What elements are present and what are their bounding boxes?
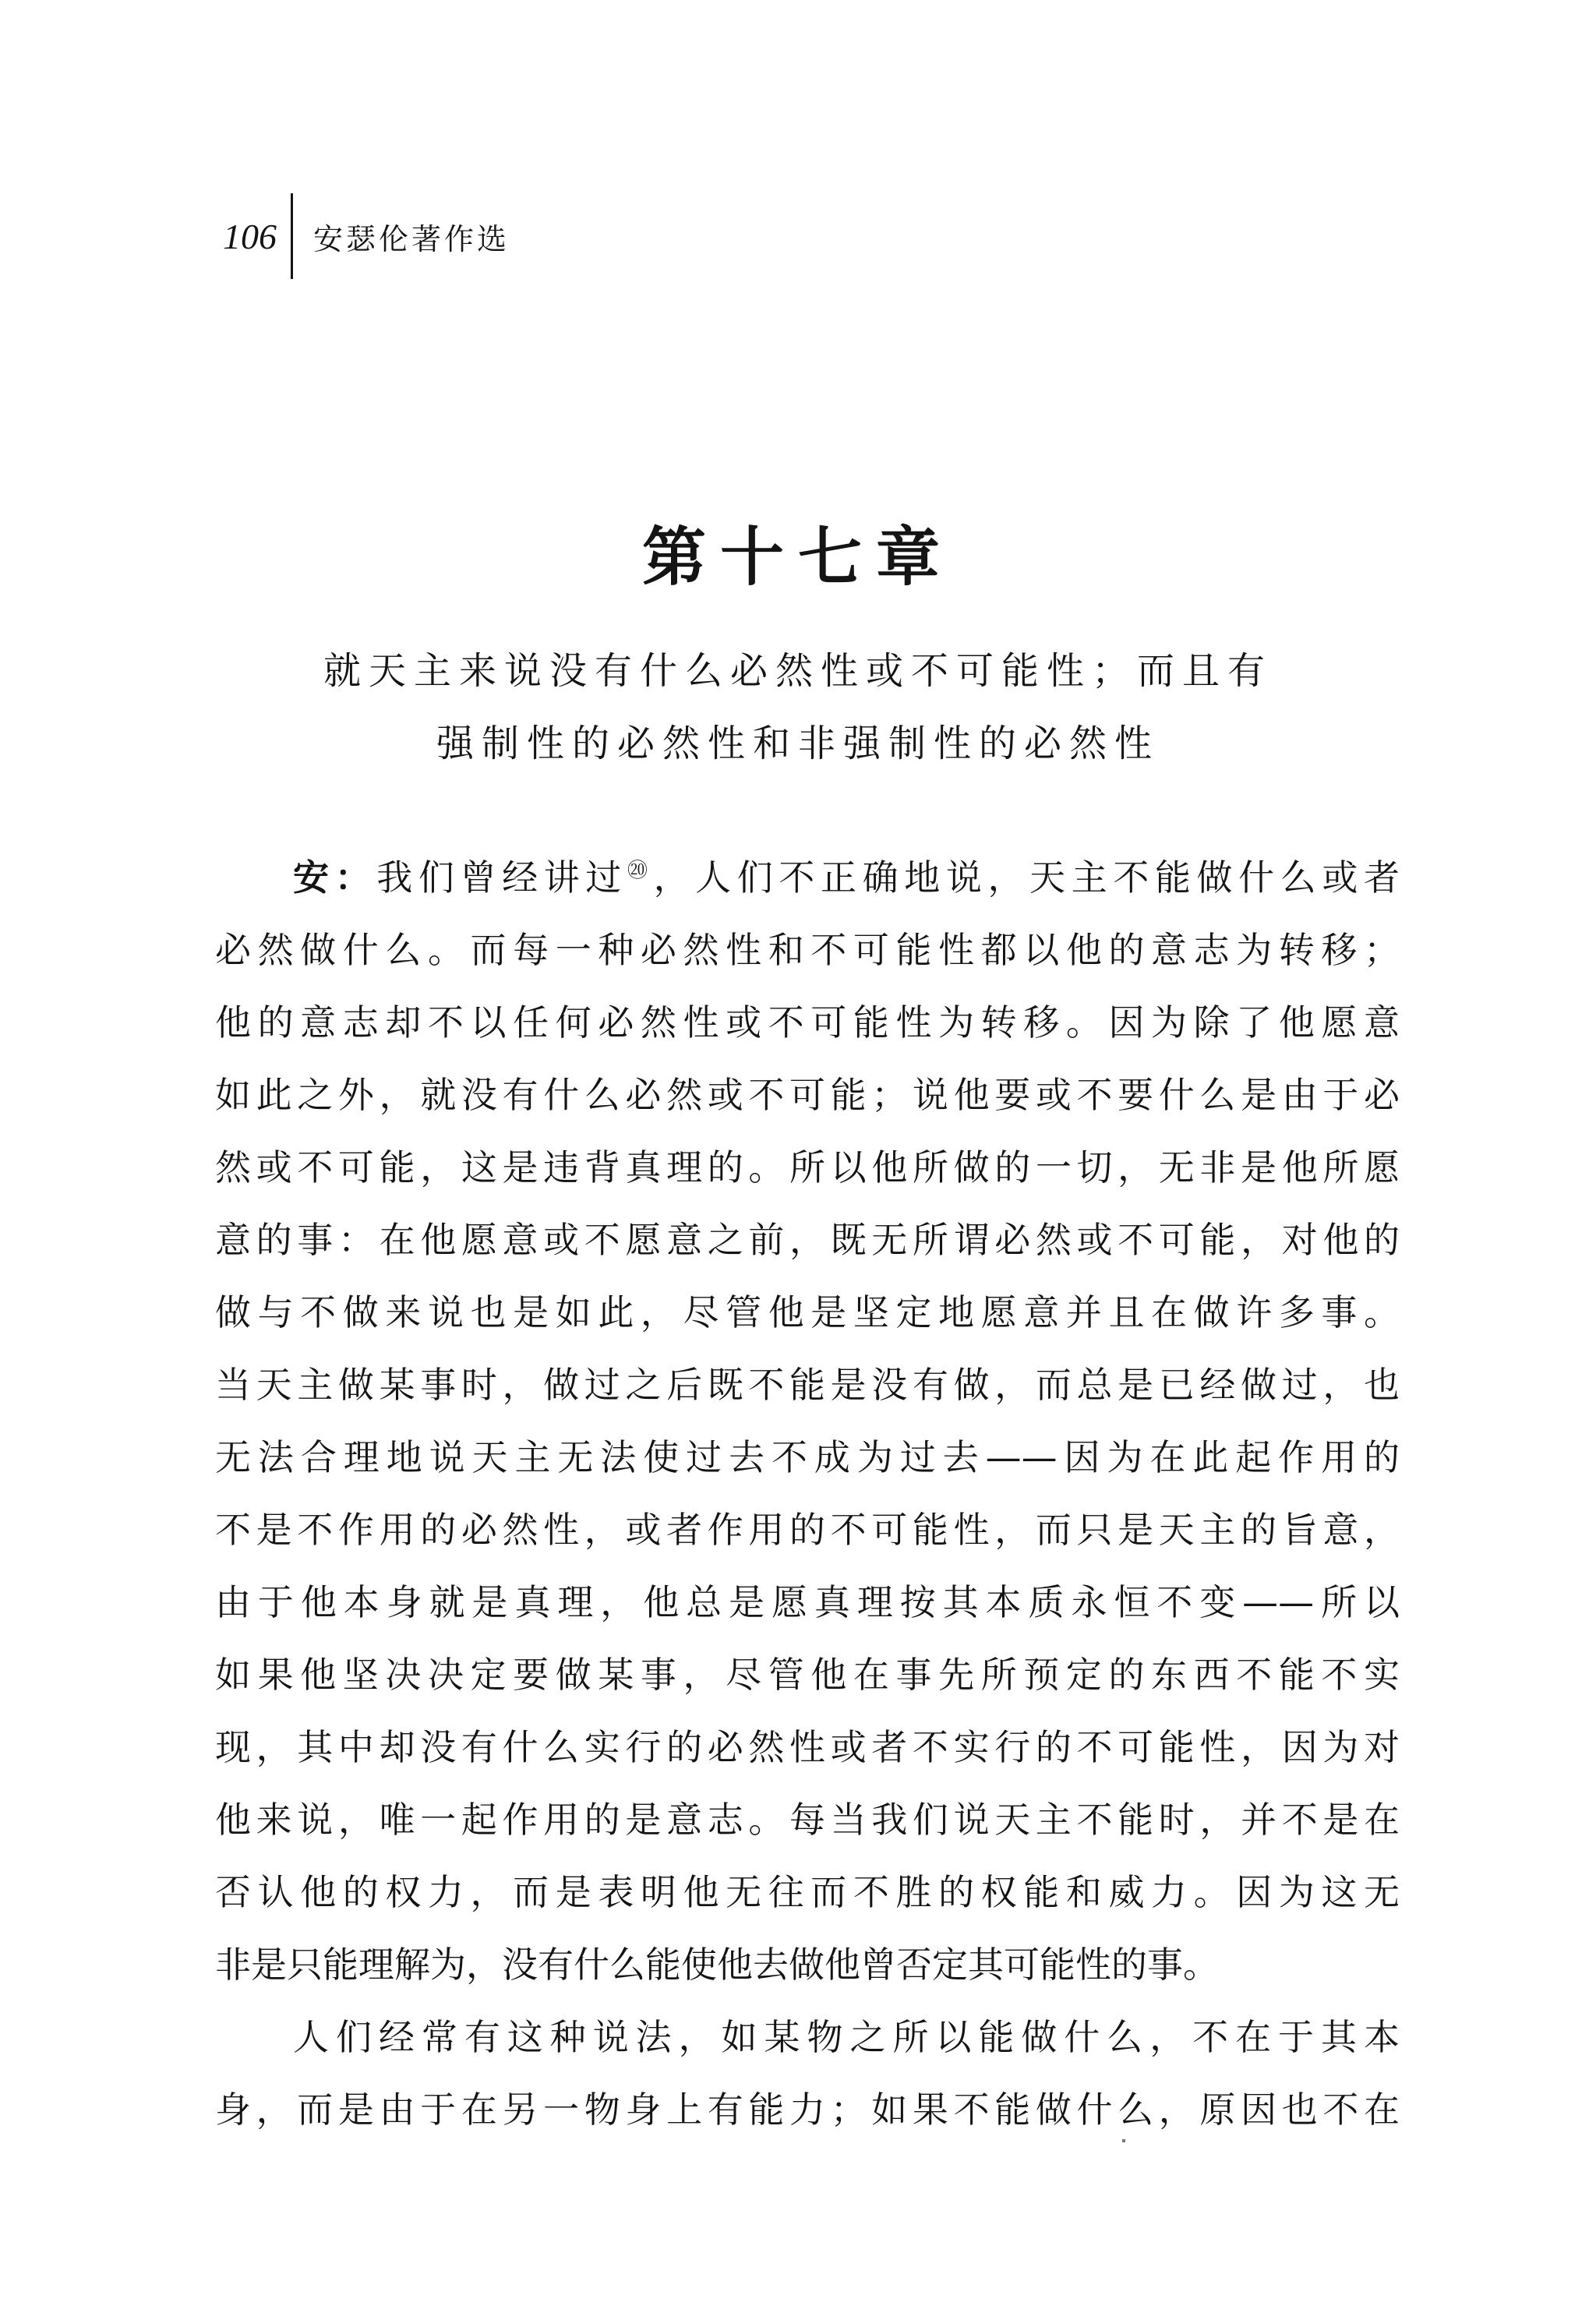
- text-line: 现，其中却没有什么实行的必然性或者不实行的不可能性，因为对: [215, 1726, 1400, 1768]
- speaker-label: 安：: [293, 856, 377, 899]
- text-line: 必然做什么。而每一种必然性和不可能性都以他的意志为转移；: [215, 929, 1400, 971]
- text-line: 由于他本身就是真理，他总是愿真理按其本质永恒不变——所以: [215, 1581, 1400, 1623]
- body-text: [215, 842, 1400, 2146]
- text-line: 不是不作用的必然性，或者作用的不可能性，而只是天主的旨意，: [215, 1509, 1400, 1551]
- text-line: 他的意志却不以任何必然性或不可能性为转移。因为除了他愿意: [215, 1001, 1400, 1043]
- paragraph-2-line-1: 人们经常有这种说法，如某物之所以能做什么，不在于其本: [293, 2016, 1400, 2058]
- text-line: 否认他的权力，而是表明他无往而不胜的权能和威力。因为这无: [215, 1871, 1400, 1913]
- chapter-subtitle-line-2: 强制性的必然性和非强制性的必然性: [436, 722, 1160, 765]
- page-number: 106: [223, 193, 293, 279]
- paragraph-1-text-rest: ，人们不正确地说，天主不能做什么或者: [653, 856, 1400, 899]
- text-line: 做与不做来说也是如此，尽管他是坚定地愿意并且在做许多事。: [215, 1291, 1400, 1333]
- running-head: [223, 193, 510, 279]
- chapter-title: 第十七章: [641, 521, 954, 595]
- text-line: 非是只能理解为，没有什么能使他去做他曾否定其可能性的事。: [215, 1944, 1219, 1986]
- paragraph-1-text-start: 我们曾经讲过: [376, 856, 627, 899]
- text-line: 如果他坚决决定要做某事，尽管他在事先所预定的东西不能不实: [215, 1654, 1400, 1696]
- text-line: 然或不可能，这是违背真理的。所以他所做的一切，无非是他所愿: [215, 1146, 1400, 1188]
- text-line: 他来说，唯一起作用的是意志。每当我们说天主不能时，并不是在: [215, 1799, 1400, 1841]
- footnote-reference: ⑳: [627, 859, 654, 883]
- paragraph-1-line-1: [215, 842, 1400, 914]
- text-line: 无法合理地说天主无法使过去不成为过去——因为在此起作用的: [215, 1436, 1400, 1478]
- scan-speck: [1122, 2139, 1125, 2142]
- chapter-subtitle-line-1: 就天主来说没有什么必然性或不可能性；而且有: [323, 649, 1273, 693]
- text-line: 如此之外，就没有什么必然或不可能；说他要或不要什么是由于必: [215, 1074, 1400, 1116]
- book-title: 安瑟伦著作选: [313, 221, 510, 256]
- text-line: 当天主做某事时，做过之后既不能是没有做，而总是已经做过，也: [215, 1364, 1400, 1406]
- text-line: 意的事：在他愿意或不愿意之前，既无所谓必然或不可能，对他的: [215, 1219, 1400, 1261]
- text-line: 身，而是由于在另一物身上有能力；如果不能做什么，原因也不在: [215, 2089, 1400, 2131]
